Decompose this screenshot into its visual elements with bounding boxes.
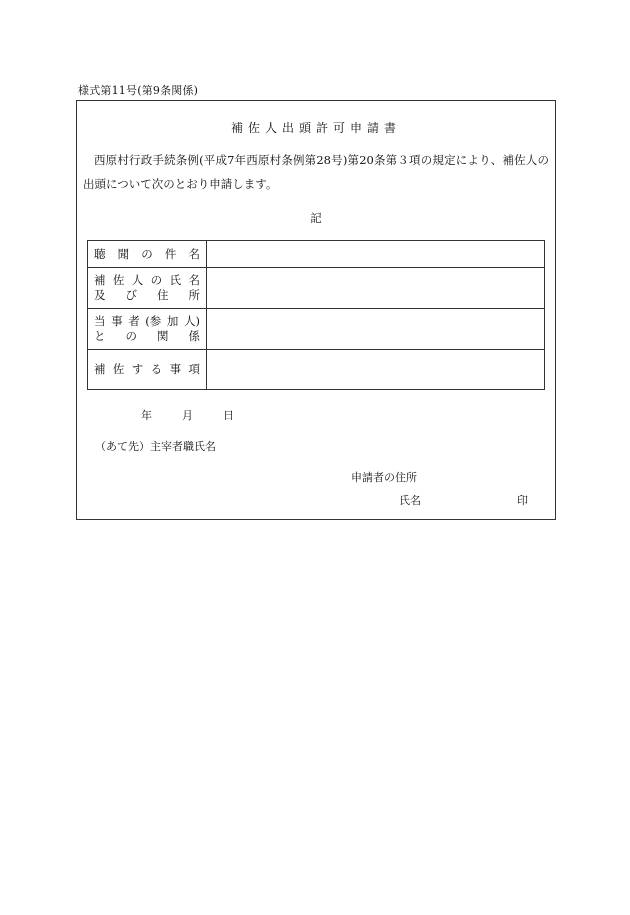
field-label-char: 項 (188, 362, 200, 376)
field-label (88, 241, 207, 268)
field-label-char: 及 (94, 288, 106, 302)
hearing-subject-row (88, 241, 545, 268)
field-label (88, 350, 207, 390)
field-label-char: (参 (145, 314, 162, 328)
field-label-char: と (94, 329, 106, 343)
field-label-line (88, 362, 206, 377)
field-label-char: 聴 (94, 246, 106, 261)
field-label-char: る (150, 362, 163, 376)
form-title: 補佐人出頭許可申請書 (230, 121, 401, 135)
form-frame (76, 100, 556, 520)
field-label-char: 名 (188, 273, 200, 287)
date-day: 日 (223, 409, 234, 422)
field-label-char: す (131, 362, 144, 376)
applicant-name-label: 氏名 (399, 494, 421, 507)
field-label-char: 件 (164, 246, 177, 261)
field-label-line (88, 247, 206, 262)
field-value[interactable] (207, 268, 545, 309)
field-label-char: 者 (128, 314, 140, 328)
field-label-char: 聞 (117, 246, 130, 261)
field-label-char: 補 (94, 362, 106, 376)
field-label-char: 補 (94, 273, 106, 287)
field-label-line (88, 329, 206, 344)
assistance-matters-row (88, 350, 545, 390)
field-label-line (88, 288, 206, 303)
request-statement: 西原村行政手続条例(平成7年西原村条例第28号)第20条第３項の規定により、補佐人の出頭について次のとおり申請します。 (83, 153, 549, 191)
field-label-char: 事 (111, 314, 123, 328)
field-label-char: 氏 (169, 273, 182, 287)
applicant-address-label: 申請者の住所 (351, 471, 417, 484)
field-value[interactable] (207, 309, 545, 350)
field-label-char: 名 (188, 246, 200, 261)
field-label-char: 人) (183, 314, 200, 328)
field-label-char: 佐 (112, 273, 125, 287)
field-label-char: 佐 (112, 362, 125, 376)
seal-mark: 印 (517, 494, 528, 507)
addressee: （あて先）主宰者職氏名 (95, 440, 216, 453)
field-label (88, 309, 207, 350)
field-label-line (88, 273, 206, 288)
field-label-char: 所 (188, 288, 200, 302)
field-label-char: の (125, 329, 137, 343)
field-label-char: 係 (188, 329, 200, 343)
field-label-char: の (150, 273, 163, 287)
assistant-name-address-row (88, 268, 545, 309)
form-number: 様式第11号(第9条関係) (78, 84, 199, 97)
field-label-char: 住 (157, 288, 169, 302)
field-label-char: び (125, 288, 137, 302)
field-label-line (88, 314, 206, 329)
field-label-char: 人 (131, 273, 144, 287)
field-label-char: 事 (169, 362, 182, 376)
field-label-char: の (141, 246, 153, 261)
ki-heading: 記 (310, 211, 322, 225)
date-month: 月 (182, 409, 193, 422)
field-value[interactable] (207, 350, 545, 390)
field-label-char: 加 (166, 314, 179, 328)
date-line (141, 407, 234, 423)
field-value[interactable] (207, 241, 545, 268)
fields-table (87, 240, 545, 390)
field-label-char: 当 (94, 314, 106, 328)
field-label-char: 関 (157, 329, 169, 343)
field-label (88, 268, 207, 309)
date-year: 年 (141, 409, 152, 422)
party-relationship-row (88, 309, 545, 350)
